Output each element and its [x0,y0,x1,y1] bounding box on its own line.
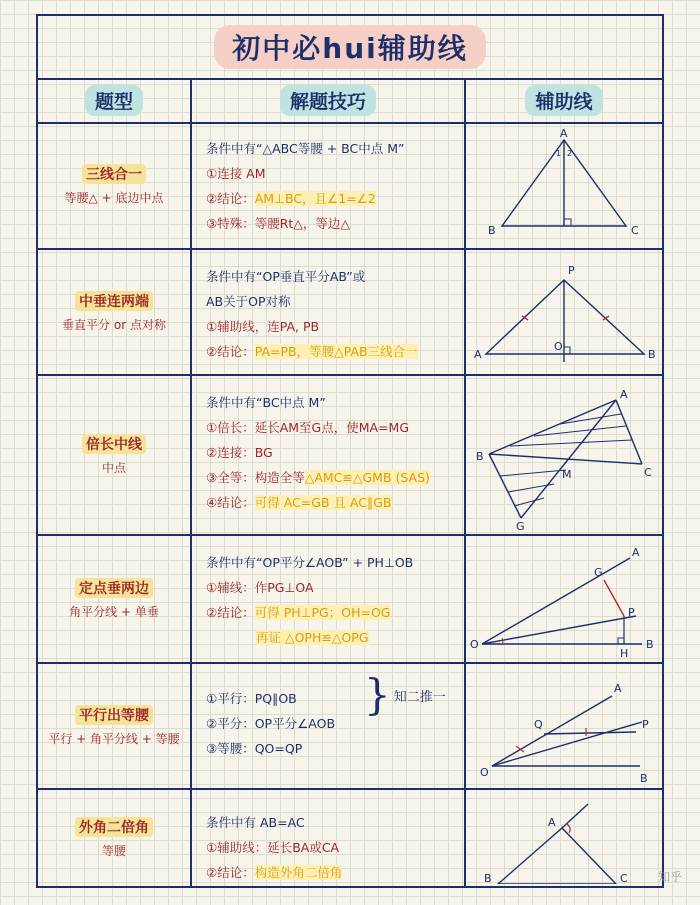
label-o: O [480,766,489,779]
label-q: Q [534,718,543,731]
step-2 [206,186,464,211]
label-a: A [548,816,556,829]
row-subtype: 垂直平分 or 点对称 [62,317,166,332]
row-subtype: 等腰 [101,843,126,858]
step-2: ②平分：OP平分∠AOB [206,716,336,731]
row-subtype: 中点 [101,460,126,475]
row-type: 外角二倍角 [75,817,153,837]
double-median-diagram [466,376,662,534]
step-condition: 条件中有“△ABC等腰 + BC中点 M” [206,141,405,156]
step-condition: 条件中有“OP垂直平分AB”或 [206,269,366,284]
step-1: ①倍长：延长AM至G点，使MA=MG [206,420,410,435]
label-h: H [620,647,629,660]
step-2-highlight: PA=PB，等腰△PAB三线合一 [254,344,418,359]
step-1: ①辅线：作PG⊥OA [206,580,314,595]
step-4-label: ④结论： [206,495,255,510]
row-type: 中垂连两端 [75,291,153,311]
label-a: A [474,348,482,361]
header-row [38,78,662,124]
label-g: G [516,520,525,533]
step-3-congruence: △AMC≌△GMB (SAS) [304,470,430,485]
label-b: B [640,772,648,785]
label-b: B [476,450,484,463]
step-2-label: ②结论： [206,865,255,880]
label-g: G [594,566,603,579]
step-3 [206,465,464,490]
step-3: ③特殊：等腰Rt△，等边△ [206,216,351,231]
label-m: M [562,468,572,481]
step-1: ①平行：PQ∥OB [206,691,297,706]
step-2-highlight: 可得 PH⊥PG；OH=OG [254,605,391,620]
perpendicular-bisector-diagram [466,250,662,374]
brace-text: 知二推一 [393,689,446,705]
label-b: B [646,638,654,651]
step-2 [206,600,464,625]
cheat-sheet [36,14,664,888]
label-o: O [554,340,563,353]
row-parallel-isosceles [38,664,662,790]
row-three-lines [38,122,662,250]
page-title: 初中必hui辅助线 [214,25,485,69]
label-b: B [484,872,492,884]
step-condition: 条件中有 AB=AC [206,815,305,830]
step-condition-2: AB关于OP对称 [206,294,291,309]
parallel-isosceles-diagram [466,664,662,788]
step-1: ①连接 AM [206,166,266,181]
step-2-continued [206,625,464,650]
header-line: 辅助线 [525,85,602,116]
step-3-label: ③全等：构造全等 [206,470,305,485]
title-row [38,16,662,80]
label-c: C [631,224,639,237]
step-1: ①辅助线，连PA, PB [206,319,320,334]
label-p: P [642,718,649,731]
step-2-label: ②结论： [206,344,255,359]
row-perpendicular-bisector [38,250,662,376]
label-c: C [644,466,652,479]
step-4 [206,490,464,515]
header-technique-cell [192,78,464,122]
row-subtype: 角平分线 + 单垂 [69,604,159,619]
row-type: 平行出等腰 [75,705,153,725]
step-2-highlight: 构造外角二倍角 [254,865,343,880]
label-o: O [470,638,479,651]
label-b: B [648,348,656,361]
isosceles-triangle-diagram [466,122,662,248]
row-exterior-angle [38,790,662,886]
label-a: A [632,546,640,559]
header-type: 题型 [85,85,143,116]
step-2: ②连接：BG [206,445,273,460]
step-2-label: ②结论： [206,605,255,620]
row-subtype: 等腰△ + 底边中点 [64,190,164,205]
step-3: ③等腰：QO=QP [206,741,303,756]
angle-bisector-diagram [466,536,662,662]
row-type: 定点垂两边 [75,578,153,598]
row-type: 倍长中线 [82,434,146,454]
label-a: A [620,388,628,401]
row-type: 三线合一 [82,164,146,184]
header-type-cell [38,78,190,122]
row-double-median [38,376,662,536]
row-angle-bisector [38,536,662,664]
header-line-cell [466,78,662,122]
brace-icon: } [364,670,391,719]
exterior-angle-diagram [466,790,662,884]
label-c: C [620,872,628,884]
label-angle-1: 1 [556,149,562,158]
label-angle-2: 2 [567,149,573,158]
step-2-label: ②结论： [206,191,255,206]
label-p: P [568,264,575,277]
step-condition: 条件中有“BC中点 M” [206,395,326,410]
row-subtype: 平行 + 角平分线 + 等腰 [48,731,180,746]
brace-group [364,670,446,719]
step-4-highlight: 可得 AC=GB 且 AC∥GB [254,495,392,510]
step-1: ①辅助线：延长BA或CA [206,840,340,855]
label-b: B [488,224,496,237]
watermark: 知乎 [657,870,682,884]
label-a: A [560,127,568,140]
label-p: P [628,606,635,619]
step-condition: 条件中有“OP平分∠AOB” + PH⊥OB [206,555,414,570]
step-2 [206,860,464,885]
step-2-highlight-2: 再证 △OPH≌△OPG [256,630,369,645]
header-technique: 解题技巧 [280,85,376,116]
step-2-highlight: AM⊥BC，且∠1=∠2 [254,191,376,206]
label-a: A [614,682,622,695]
step-2 [206,339,464,364]
